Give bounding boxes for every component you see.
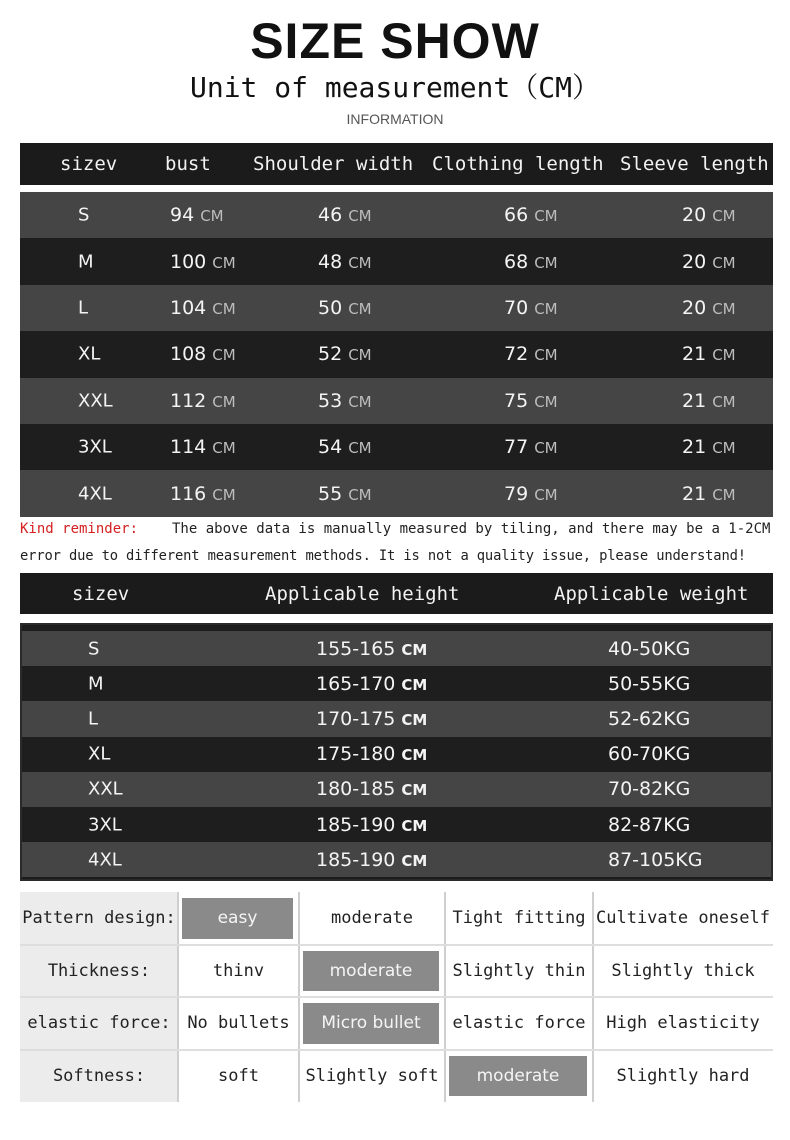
measure-cell-length (504, 390, 558, 412)
measure-cell-sleeve (682, 297, 736, 319)
measure-value-length: 70 (504, 296, 529, 319)
fit-height (316, 849, 427, 871)
unit-label: CM (534, 346, 558, 365)
measure-cell-shoulder (318, 483, 372, 505)
unit-label: CM (212, 346, 236, 365)
unit-label: CM (401, 746, 428, 765)
unit-label: CM (212, 392, 236, 411)
unit-label: CM (348, 346, 372, 365)
measure-value-size: M (78, 251, 94, 273)
col-size: sizev (60, 153, 118, 175)
unit-label: CM (712, 299, 736, 318)
reminder-label: Kind reminder: (20, 521, 139, 537)
fit-weight: 50-55KG (608, 672, 691, 695)
measure-cell-sleeve (682, 390, 736, 412)
fit-weight: 60-70KG (608, 743, 691, 766)
fit-height (316, 673, 427, 695)
measure-cell-bust (170, 297, 236, 319)
measure-row (20, 238, 773, 284)
measure-value-shoulder: 54 (318, 436, 343, 459)
fit-height (316, 743, 427, 765)
property-option-selected: easy (182, 898, 293, 939)
measure-value-shoulder: 50 (318, 296, 343, 319)
unit-label: CM (212, 485, 236, 504)
unit-label: CM (534, 485, 558, 504)
reminder-line-2: error due to different measurement methods. It is not a quality issue, please understand! (20, 548, 746, 564)
unit-label: CM (712, 392, 736, 411)
property-option-selected: moderate (303, 951, 439, 992)
fit-height-value: 175-180 (316, 743, 396, 766)
measure-value-size: XL (78, 343, 101, 365)
measure-cell-shoulder (318, 251, 372, 273)
measure-value-shoulder: 48 (318, 250, 343, 273)
property-label: Softness: (20, 1050, 178, 1103)
unit-label: CM (348, 485, 372, 504)
property-option-text: High elasticity (606, 1013, 760, 1034)
measure-cell-size (78, 390, 113, 411)
measure-cell-bust (170, 483, 236, 505)
measure-cell-length (504, 343, 558, 365)
unit-label: CM (200, 207, 224, 226)
measure-value-sleeve: 21 (682, 436, 707, 459)
measure-value-sleeve: 20 (682, 250, 707, 273)
unit-label: CM (401, 781, 428, 800)
unit-label: CM (348, 299, 372, 318)
col-size-2: sizev (72, 582, 130, 605)
fit-height (316, 778, 427, 800)
unit-label: CM (534, 392, 558, 411)
measure-cell-size (78, 437, 112, 458)
unit-label: CM (401, 851, 428, 870)
measure-value-size: 4XL (78, 483, 112, 505)
unit-label: CM (712, 207, 736, 226)
measure-cell-size (78, 297, 88, 318)
measure-value-shoulder: 52 (318, 343, 343, 366)
property-option (299, 997, 445, 1050)
fit-row (22, 701, 771, 736)
measure-value-bust: 104 (170, 296, 207, 319)
measure-value-sleeve: 21 (682, 343, 707, 366)
fit-size: L (88, 708, 99, 730)
property-option (445, 892, 593, 945)
unit-label: CM (534, 299, 558, 318)
measure-value-size: 3XL (78, 436, 112, 458)
fit-height-value: 170-175 (316, 707, 396, 730)
measure-table-header (20, 143, 773, 185)
measure-value-shoulder: 46 (318, 204, 343, 227)
property-option-text: Slightly hard (616, 1065, 750, 1086)
unit-label: CM (401, 710, 428, 729)
fit-row (22, 631, 771, 666)
property-option (178, 892, 299, 945)
col-shoulder-width: Shoulder width (253, 153, 414, 175)
unit-label: CM (401, 640, 428, 659)
unit-label: CM (712, 439, 736, 458)
property-option (178, 945, 299, 998)
measure-cell-length (504, 436, 558, 458)
property-label: Pattern design: (20, 892, 178, 945)
unit-label: CM (212, 439, 236, 458)
property-option (445, 945, 593, 998)
fit-size: 4XL (88, 849, 122, 871)
col-sleeve-length: Sleeve length (620, 153, 769, 175)
measure-value-length: 72 (504, 343, 529, 366)
unit-label: CM (534, 253, 558, 272)
measure-cell-length (504, 483, 558, 505)
unit-label: CM (534, 439, 558, 458)
page-title: SIZE SHOW (250, 13, 540, 69)
property-option-text: No bullets (187, 1013, 290, 1034)
property-option-text: thinv (212, 960, 265, 981)
measure-cell-shoulder (318, 343, 372, 365)
fit-height-value: 185-190 (316, 813, 396, 836)
property-option (593, 1050, 773, 1103)
fit-size: 3XL (88, 814, 122, 836)
measure-value-length: 75 (504, 389, 529, 412)
unit-label: CM (712, 253, 736, 272)
fit-weight: 70-82KG (608, 778, 691, 801)
fit-size: M (88, 673, 104, 695)
measure-cell-bust (170, 204, 224, 226)
fit-height (316, 814, 427, 836)
property-option-text: moderate (331, 908, 413, 929)
fit-height-value: 165-170 (316, 672, 396, 695)
property-option (593, 892, 773, 945)
col-applicable-weight: Applicable weight (554, 582, 749, 605)
unit-label: CM (212, 299, 236, 318)
fit-row (22, 737, 771, 772)
measure-value-sleeve: 20 (682, 296, 707, 319)
measure-value-sleeve: 21 (682, 482, 707, 505)
measure-cell-bust (170, 436, 236, 458)
property-option (593, 997, 773, 1050)
fit-height-value: 185-190 (316, 848, 396, 871)
measure-row (20, 378, 773, 424)
fit-row (22, 842, 771, 877)
measure-value-sleeve: 21 (682, 389, 707, 412)
property-option-text: Slightly thick (611, 960, 755, 981)
unit-label: CM (712, 485, 736, 504)
property-option-text: elastic force (452, 1013, 586, 1034)
measure-cell-size (78, 344, 100, 365)
measure-value-shoulder: 53 (318, 389, 343, 412)
unit-label: CM (401, 816, 428, 835)
property-option (593, 945, 773, 998)
measure-row (20, 331, 773, 377)
property-option-selected: moderate (449, 1056, 587, 1097)
reminder-line-1: The above data is manually measured by tiling, and there may be a 1-2CM (172, 521, 771, 537)
property-option (299, 1050, 445, 1103)
fit-row (22, 807, 771, 842)
fit-weight: 52-62KG (608, 707, 691, 730)
measure-value-bust: 100 (170, 250, 207, 273)
measure-value-bust: 94 (170, 204, 195, 227)
measure-cell-sleeve (682, 204, 736, 226)
measure-value-length: 68 (504, 250, 529, 273)
unit-label: CM (348, 253, 372, 272)
unit-label: CM (348, 207, 372, 226)
property-option-text: soft (218, 1065, 259, 1086)
property-option (445, 1050, 593, 1103)
measure-cell-shoulder (318, 204, 372, 226)
property-option-selected: Micro bullet (303, 1003, 439, 1044)
property-option-text: Cultivate oneself (596, 908, 770, 929)
grid-divider (20, 1049, 773, 1051)
fit-table-header (20, 573, 773, 614)
grid-divider (20, 944, 773, 946)
fit-weight: 82-87KG (608, 813, 691, 836)
fit-height (316, 638, 427, 660)
fit-row (22, 666, 771, 701)
unit-label: CM (401, 675, 428, 694)
measure-value-size: XXL (78, 390, 113, 412)
property-option (299, 945, 445, 998)
measure-cell-shoulder (318, 390, 372, 412)
page-subtitle: Unit of measurement（CM） (189, 71, 600, 104)
fit-weight: 40-50KG (608, 637, 691, 660)
measure-cell-bust (170, 251, 236, 273)
measure-value-length: 77 (504, 436, 529, 459)
measure-table (20, 192, 773, 517)
measure-value-bust: 114 (170, 436, 207, 459)
measure-cell-shoulder (318, 297, 372, 319)
measure-row (20, 285, 773, 331)
info-label: INFORMATION (346, 111, 444, 127)
kind-reminder (20, 521, 780, 537)
property-option (178, 997, 299, 1050)
unit-label: CM (348, 439, 372, 458)
measure-cell-length (504, 297, 558, 319)
unit-label: CM (712, 346, 736, 365)
property-option-text: Tight fitting (452, 908, 586, 929)
measure-row (20, 470, 773, 516)
measure-cell-length (504, 204, 558, 226)
measure-cell-bust (170, 390, 236, 412)
measure-row (20, 424, 773, 470)
unit-label: CM (348, 392, 372, 411)
measure-value-shoulder: 55 (318, 482, 343, 505)
col-bust: bust (165, 153, 211, 175)
properties-grid (20, 892, 773, 1102)
measure-cell-size (78, 251, 94, 272)
property-option (178, 1050, 299, 1103)
fit-table (20, 623, 773, 881)
fit-height (316, 708, 427, 730)
measure-cell-bust (170, 343, 236, 365)
fit-row (22, 772, 771, 807)
measure-value-size: S (78, 204, 90, 226)
property-option-text: Slightly soft (305, 1065, 439, 1086)
measure-value-size: L (78, 297, 89, 319)
property-label: elastic force: (20, 997, 178, 1050)
grid-divider (20, 996, 773, 998)
unit-label: CM (534, 207, 558, 226)
measure-cell-sleeve (682, 251, 736, 273)
fit-size: XXL (88, 778, 123, 800)
measure-value-bust: 112 (170, 389, 207, 412)
measure-value-length: 79 (504, 482, 529, 505)
property-label: Thickness: (20, 945, 178, 998)
property-option (299, 892, 445, 945)
fit-size: S (88, 638, 100, 660)
fit-size: XL (88, 743, 111, 765)
measure-cell-size (78, 205, 89, 226)
measure-cell-length (504, 251, 558, 273)
reminder-line-2-wrap (20, 548, 780, 564)
col-clothing-length: Clothing length (432, 153, 604, 175)
fit-height-value: 155-165 (316, 637, 396, 660)
measure-value-bust: 108 (170, 343, 207, 366)
fit-weight: 87-105KG (608, 848, 703, 871)
measure-cell-shoulder (318, 436, 372, 458)
measure-value-bust: 116 (170, 482, 207, 505)
measure-value-sleeve: 20 (682, 204, 707, 227)
fit-height-value: 180-185 (316, 778, 396, 801)
measure-row (20, 192, 773, 238)
measure-cell-sleeve (682, 436, 736, 458)
measure-cell-sleeve (682, 483, 736, 505)
measure-cell-sleeve (682, 343, 736, 365)
property-option (445, 997, 593, 1050)
unit-label: CM (212, 253, 236, 272)
measure-cell-size (78, 483, 112, 504)
measure-value-length: 66 (504, 204, 529, 227)
property-option-text: Slightly thin (452, 960, 586, 981)
col-applicable-height: Applicable height (265, 582, 460, 605)
